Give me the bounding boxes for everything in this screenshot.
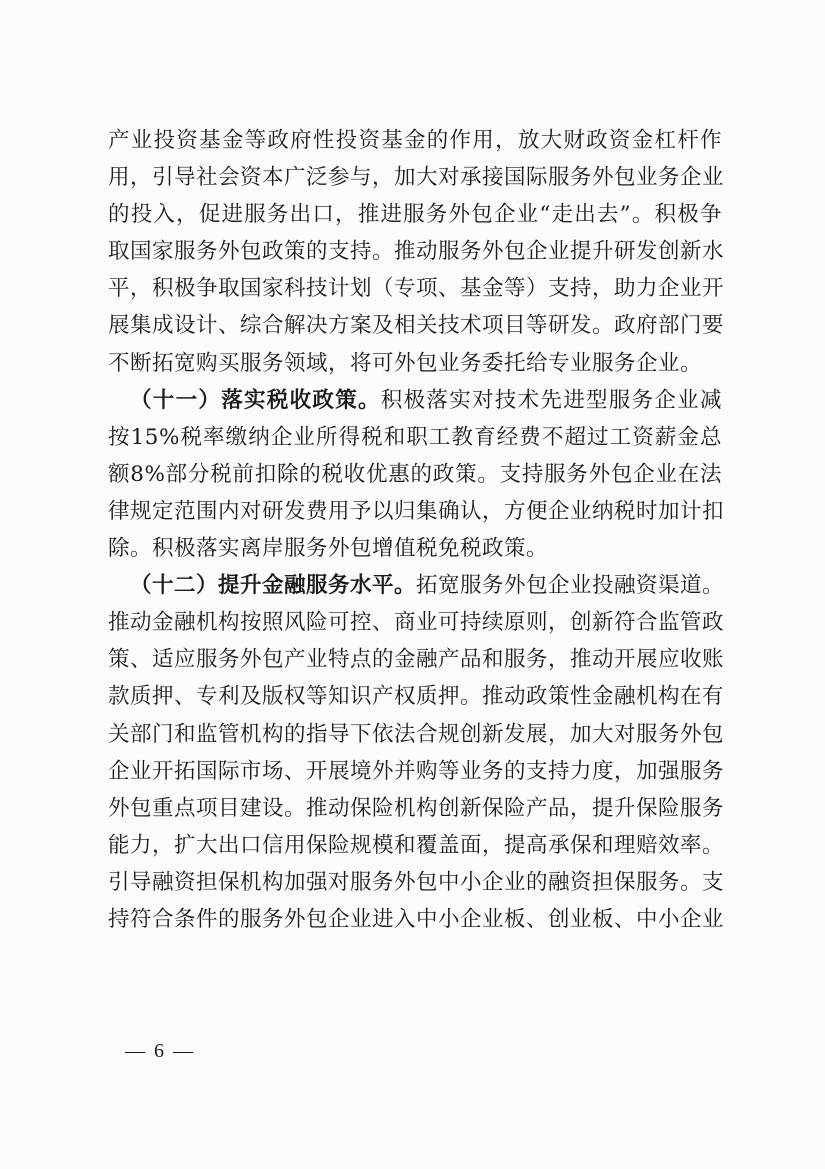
text-line: 展集成设计、综合解决方案及相关技术项目等研发。政府部门要 <box>108 313 725 339</box>
text-line: 的投入，促进服务出口，推进服务外包企业“走出去”。积极争 <box>108 202 722 228</box>
paragraph-tax-policy <box>108 382 725 567</box>
text-line: 关部门和监管机构的指导下依法合规创新发展，加大对服务外包 <box>108 721 725 747</box>
section-heading-finance: （十二）提升金融服务水平。 <box>130 573 417 599</box>
text-line: 律规定范围内对研发费用予以归集确认，方便企业纳税时加计扣 <box>108 498 725 524</box>
text-line: 引导融资担保机构加强对服务外包中小企业的融资担保服务。支 <box>108 869 725 895</box>
page-number: — 6 — <box>125 1040 195 1062</box>
text-line: 外包重点项目建设。推动保险机构创新保险产品，提升保险服务 <box>108 795 725 821</box>
text-line <box>108 567 725 604</box>
text-line: 不断拓宽购买服务领域，将可外包业务委托给专业服务企业。 <box>108 350 703 376</box>
text-line: 产业投资基金等政府性投资基金的作用，放大财政资金杠杆作 <box>108 128 722 153</box>
text-line: 按15%税率缴纳企业所得税和职工教育经费不超过工资薪金总 <box>108 424 722 450</box>
text-run: 拓宽服务外包企业投融资渠道。 <box>416 573 725 599</box>
text-line: 取国家服务外包政策的支持。推动服务外包企业提升研发创新水 <box>108 239 725 265</box>
section-heading-tax: （十一）落实税收政策。 <box>130 387 381 413</box>
paragraph-financial-services <box>108 567 725 938</box>
document-body <box>108 122 725 938</box>
paragraph-fund-support <box>108 122 725 382</box>
text-line: 策、适应服务外包产业特点的金融产品和服务，推动开展应收账 <box>108 647 725 673</box>
text-line: 除。积极落实离岸服务外包增值税免税政策。 <box>108 536 549 562</box>
text-line: 企业开拓国际市场、开展境外并购等业务的支持力度，加强服务 <box>108 758 725 784</box>
text-line: 能力，扩大出口信用保险规模和覆盖面，提高承保和理赔效率。 <box>108 832 725 858</box>
text-run: 积极落实对技术先进型服务企业减 <box>380 387 722 413</box>
text-line: 用，引导社会资本广泛参与，加大对承接国际服务外包业务企业 <box>108 165 725 191</box>
text-line: 推动金融机构按照风险可控、商业可持续原则，创新符合监管政 <box>108 610 725 636</box>
text-line: 持符合条件的服务外包企业进入中小企业板、创业板、中小企业 <box>108 906 725 932</box>
text-line: 额8%部分税前扣除的税收优惠的政策。支持服务外包企业在法 <box>108 461 722 487</box>
text-line: 平，积极争取国家科技计划（专项、基金等）支持，助力企业开 <box>108 276 725 302</box>
text-line <box>108 382 722 419</box>
text-line: 款质押、专利及版权等知识产权质押。推动政策性金融机构在有 <box>108 684 725 710</box>
